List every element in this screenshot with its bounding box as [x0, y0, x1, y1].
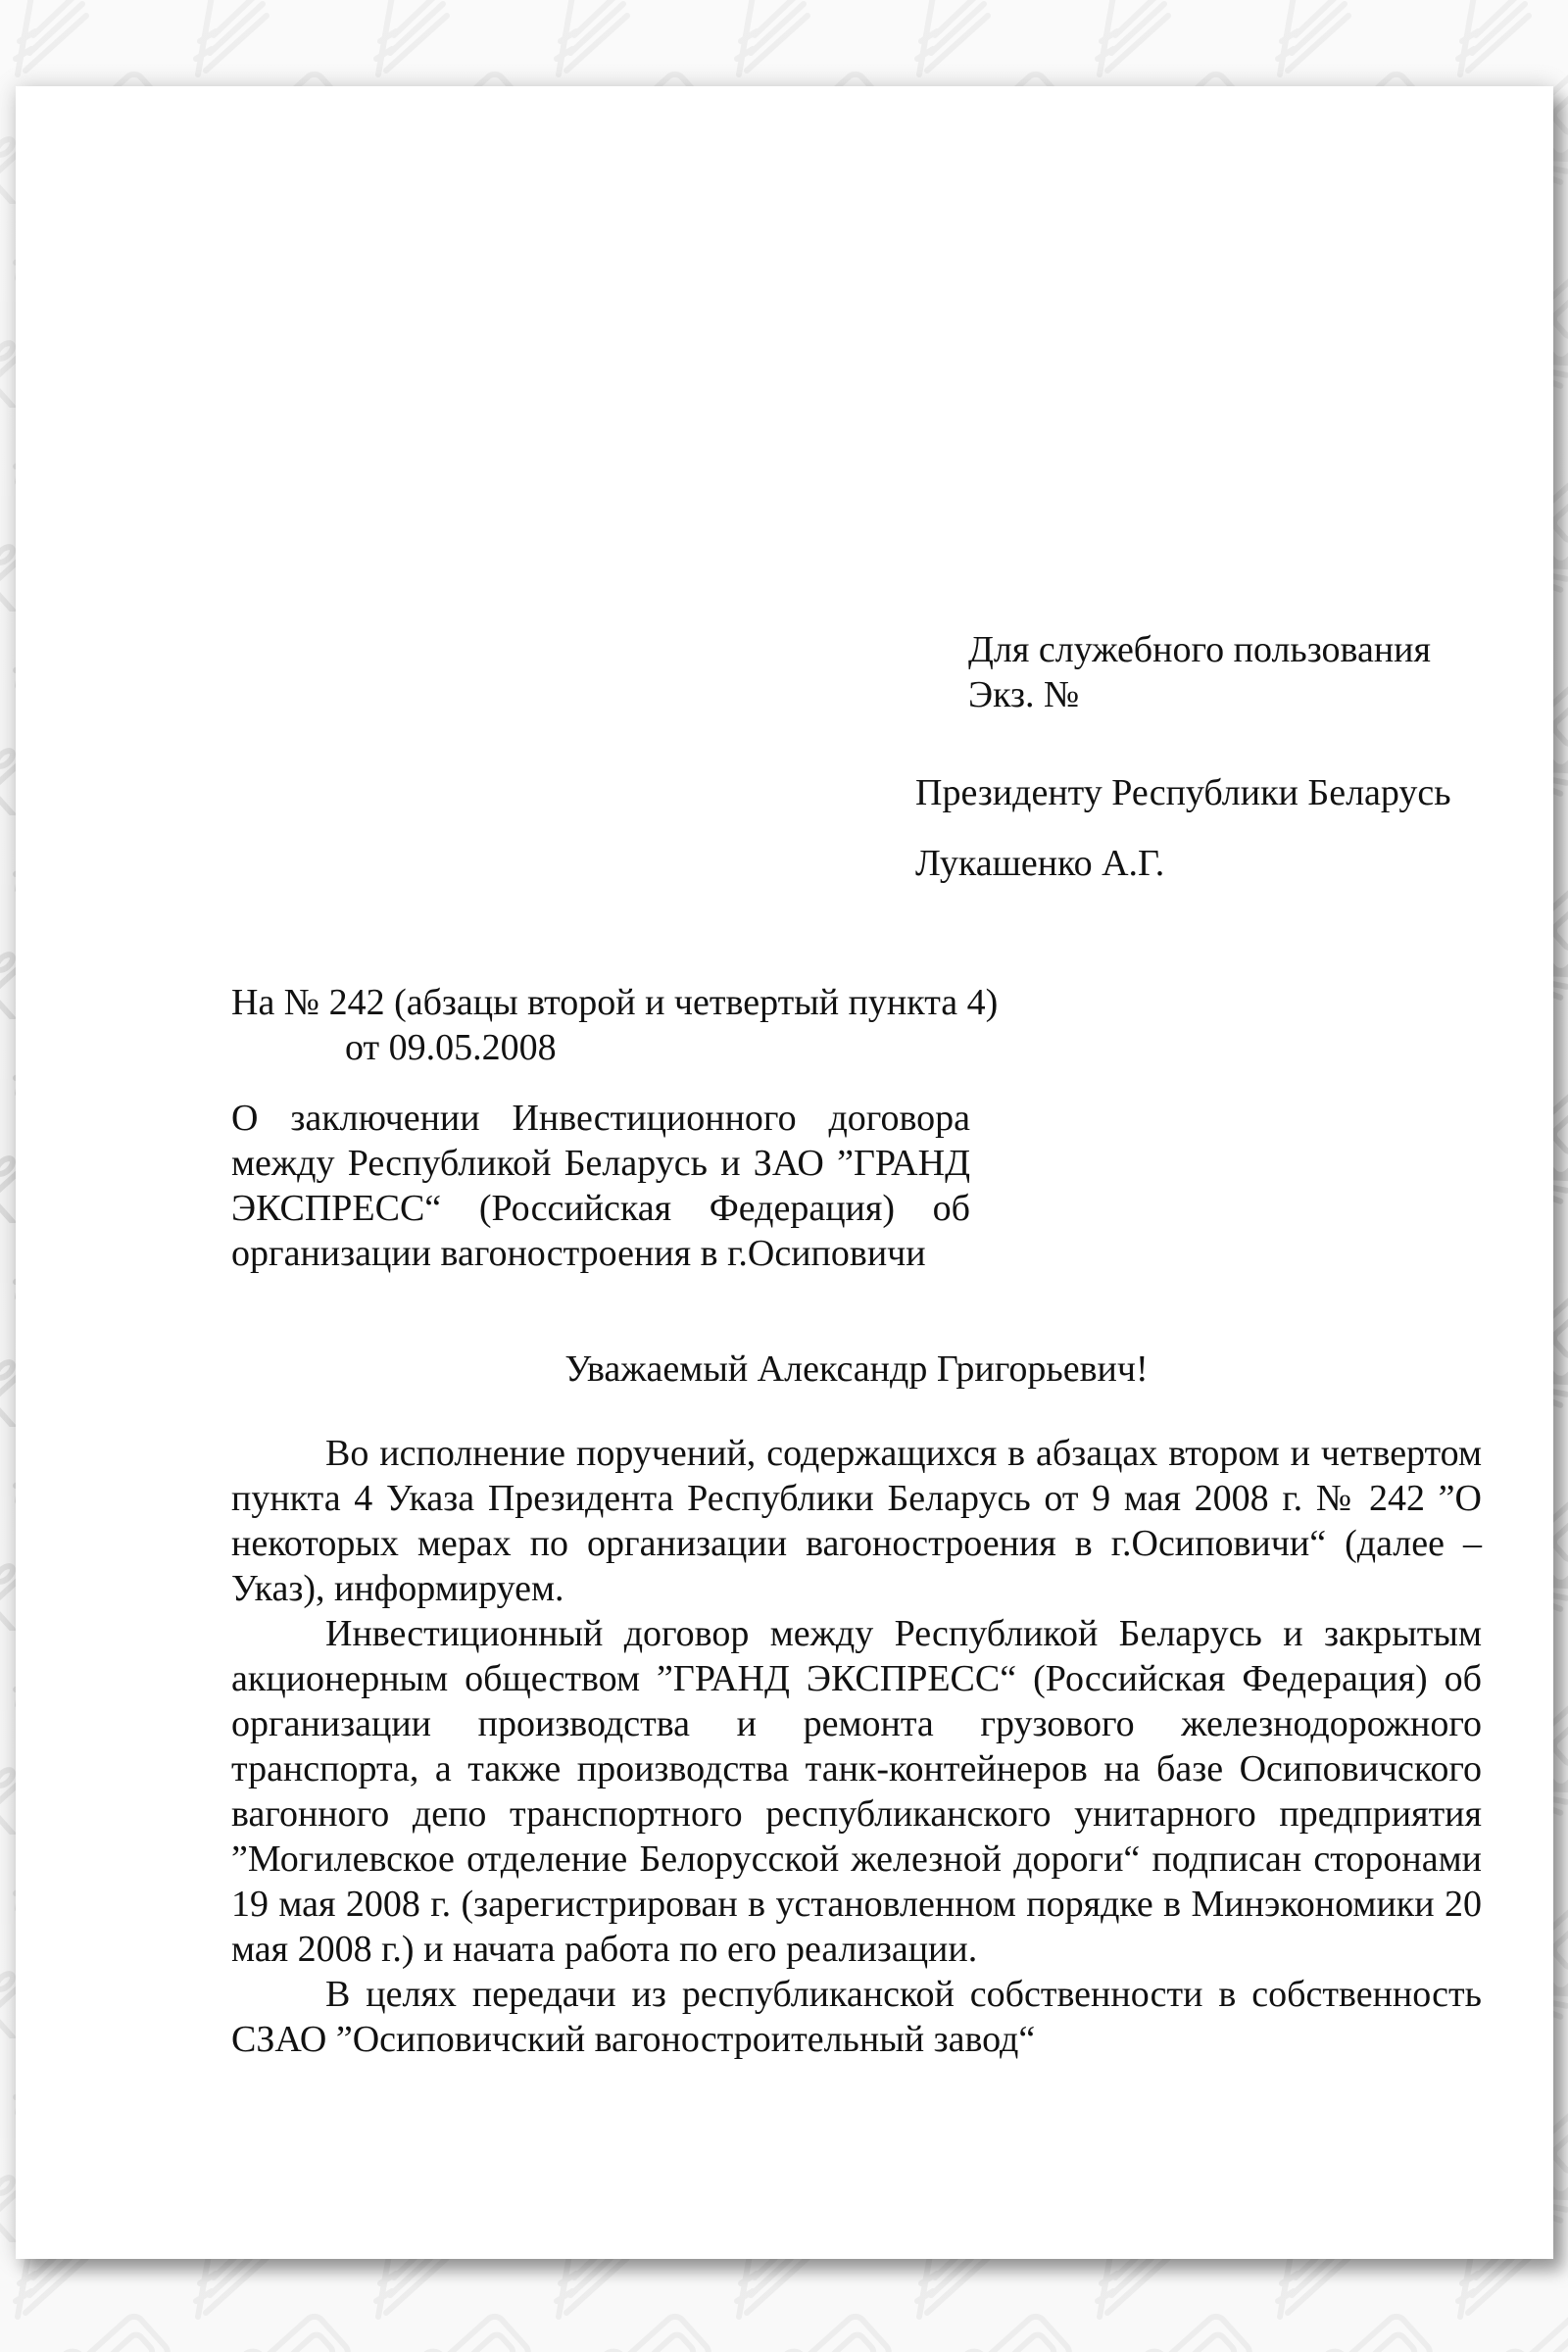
classification-block — [968, 627, 1431, 717]
body-paragraph: Инвестиционный договор между Республикой Беларусь и закрытым акционерным обществом ”ГРАНД ЭКСПРЕСС“ (Российская Федерация) об организации производства и ремонта грузового железнодорожного транспорта, а также производства танк-контейнеров на базе Осиповичского вагонного депо транспортного республиканского унитарного предприятия ”Могилевское отделение Белорусской железной дороги“ подписан сторонами 19 мая 2008 г. (зарегистрирован в установленном порядке в Минэкономики 20 мая 2008 г.) и начата работа по его реализации. — [231, 1613, 1482, 1970]
reference-date-line: от 09.05.2008 — [345, 1027, 557, 1068]
document-page — [16, 86, 1553, 2259]
salutation-line: Уважаемый Александр Григорьевич! — [564, 1348, 1149, 1390]
addressee-name: Лукашенко А.Г. — [915, 843, 1165, 884]
addressee-title: Президенту Республики Беларусь — [915, 772, 1451, 813]
body-paragraph: В целях передачи из республиканской собственности в собственность СЗАО ”Осиповичский вагоностроительный завод“ — [231, 1974, 1482, 2060]
copy-number-label: Экз. № — [968, 674, 1080, 715]
subject-block: О заключении Инвестиционного договора между Республикой Беларусь и ЗАО ”ГРАНД ЭКСПРЕСС“ (Российская Федерация) об организации вагоностроения в г.Осиповичи — [231, 1098, 970, 1274]
body-paragraph: Во исполнение поручений, содержащихся в абзацах втором и четвертом пункта 4 Указа Президента Республики Беларусь от 9 мая 2008 г. № 242 ”О некоторых мерах по организации вагоностроения в г.Осиповичи“ (далее – Указ), информируем. — [231, 1433, 1482, 1609]
body-text — [231, 1431, 1482, 2062]
reference-number-line: На № 242 (абзацы второй и четвертый пункта 4) — [231, 982, 999, 1023]
classification-label: Для служебного пользования — [968, 629, 1431, 670]
reference-block — [231, 980, 998, 1070]
